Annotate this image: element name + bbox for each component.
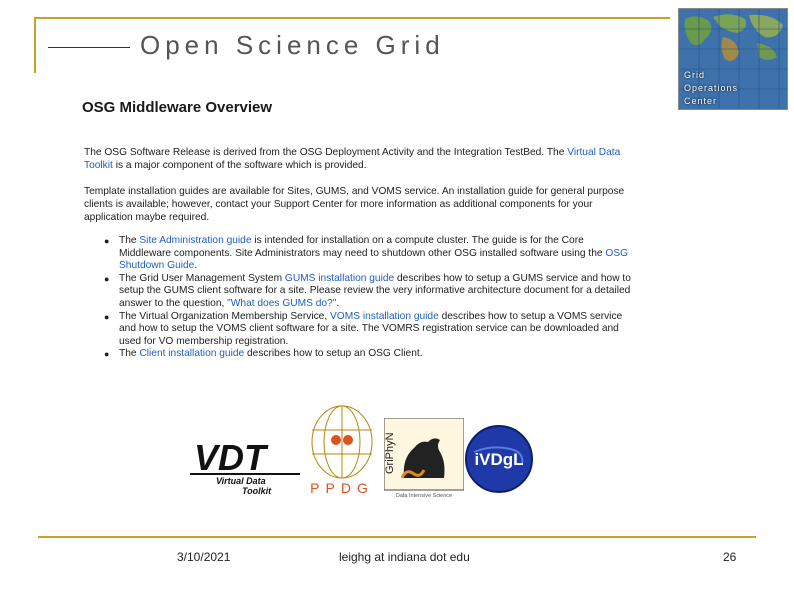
virtual-data-toolkit-link[interactable]: Virtual Data Toolkit [84, 147, 621, 171]
gums-installation-guide-link[interactable]: GUMS installation guide [284, 272, 395, 284]
bullet-text: is intended for installation on a compute cluster. The guide is for the Core Middleware components. Site Administrators may need to shutdown other OSG installed software using the [119, 235, 606, 259]
ivdgl-logo [464, 424, 534, 494]
goc-line-operations: Operations [684, 83, 739, 93]
guide-list [104, 235, 636, 361]
ivdgl-logo-text: iVDgL [474, 450, 524, 469]
bullet-text: . [194, 260, 198, 272]
bullet-text: describes how to setup a GUMS service and how to setup the GUMS client software for a site. Please review the very informative architecture document for a detailed answer to the question, [119, 272, 631, 309]
bullet-icon: ● [104, 311, 110, 322]
installation-paragraph: Template installation guides are available for Sites, GUMS, and VOMS service. An installation guide for general purpose clients is available; however, contact your Support Center for more information as additional components for your application maybe required. [84, 186, 625, 223]
vdt-logo-main: VDT [194, 437, 266, 478]
bullet-text: . [336, 297, 340, 309]
voms-installation-guide-link[interactable]: VOMS installation guide [330, 310, 439, 322]
intro-paragraph [84, 147, 636, 173]
site-admin-guide-link[interactable]: Site Administration guide [139, 235, 252, 246]
intro-text-a: The OSG Software Release is derived from the OSG Deployment Activity and the Integration TestBed. The [84, 147, 568, 158]
osg-shutdown-guide-link[interactable]: OSG Shutdown Guide [119, 247, 629, 272]
bullet-text: describes how to setup an OSG Client. [244, 348, 423, 360]
document-title: OSG Middleware Overview [82, 99, 273, 116]
slide-title: Open Science Grid [140, 30, 445, 60]
goc-logo [678, 8, 788, 110]
intro-text-b: is a major component of the software which is provided. [112, 159, 367, 171]
list-item [104, 348, 636, 361]
footer-rule [38, 536, 756, 538]
footer-contact: leighg at indiana dot edu [339, 550, 470, 564]
goc-line-center: Center [684, 96, 718, 106]
ppdg-logo-text: PPDG [310, 480, 374, 496]
bullet-icon: ● [104, 349, 110, 360]
client-installation-guide-link[interactable]: Client installation guide [139, 348, 245, 360]
goc-line-grid: Grid [684, 70, 706, 80]
title-rule [48, 47, 130, 48]
bullet-text: The Virtual Organization Membership Service, [119, 310, 331, 322]
partner-logos [186, 396, 542, 501]
griphyn-logo-text: GriPhyN [384, 432, 396, 474]
vdt-logo-sub2: Toolkit [242, 486, 272, 496]
bullet-icon: ● [104, 273, 110, 284]
frame-top-rule [34, 17, 670, 19]
ppdg-logo [308, 400, 376, 496]
vdt-logo [190, 436, 304, 496]
bullet-text: The Grid User Management System [119, 272, 285, 284]
bullet-text: The [119, 235, 140, 246]
what-does-gums-do-link[interactable]: "What does GUMS do?" [227, 297, 337, 309]
list-item [104, 273, 636, 311]
griphyn-logo [384, 418, 464, 498]
goc-logo-text [684, 69, 738, 108]
griphyn-logo-tagline: Data Intensive Science [395, 493, 453, 498]
list-item [104, 311, 636, 349]
list-item [104, 235, 636, 273]
frame-left-rule [34, 17, 36, 73]
bullet-text: The [119, 348, 140, 360]
vdt-logo-sub1: Virtual Data [216, 476, 266, 486]
slide-number: 26 [723, 550, 737, 564]
footer-date: 3/10/2021 [177, 550, 231, 564]
bullet-icon: ● [104, 236, 110, 246]
bullet-text: describes how to setup a VOMS service and how to setup the VOMS client software for a site. The VOMRS registration service can be downloaded and used for VO membership registration. [119, 310, 623, 347]
